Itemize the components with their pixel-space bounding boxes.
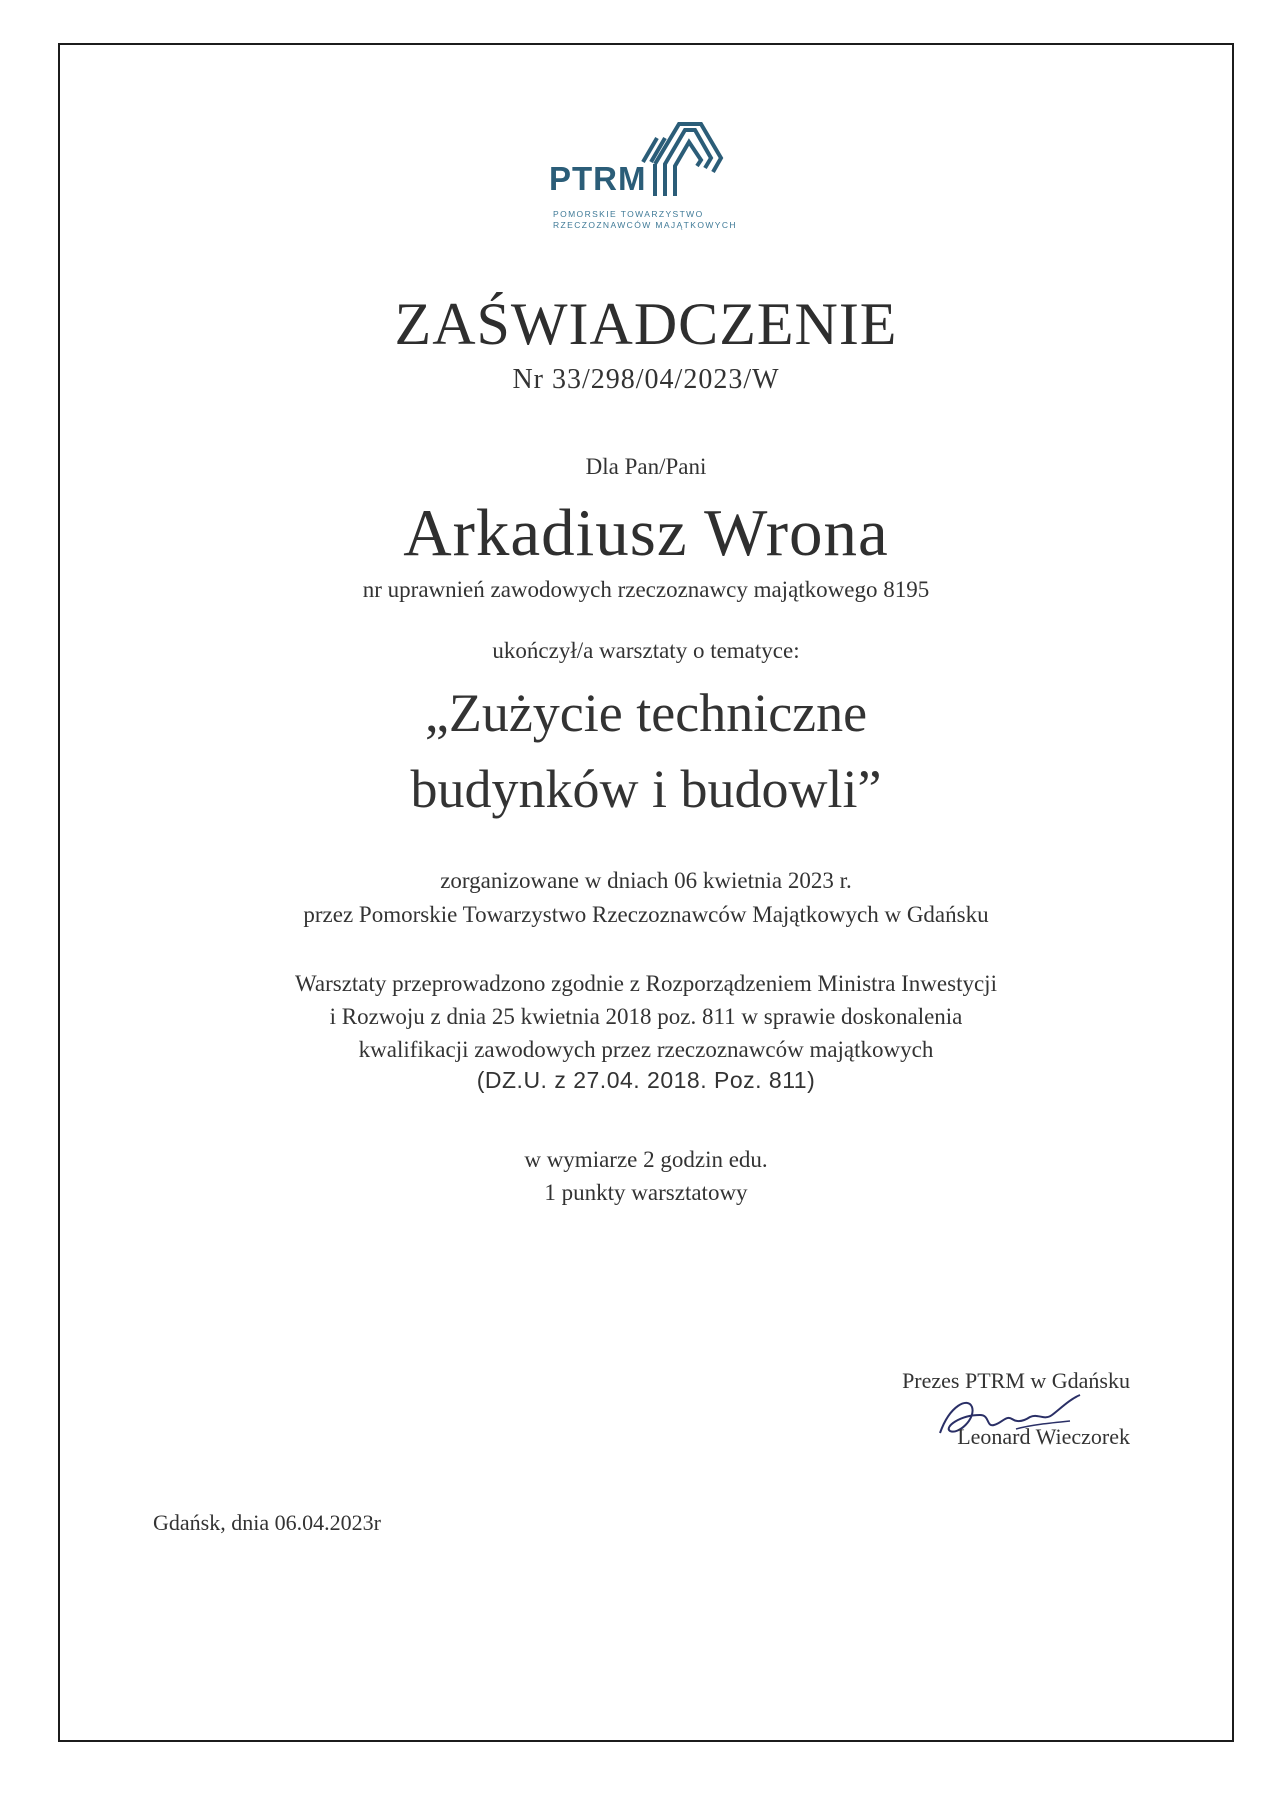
certificate-number: Nr 33/298/04/2023/W: [512, 364, 780, 395]
organized-date-line: zorganizowane w dniach 06 kwietnia 2023 r.: [440, 868, 852, 893]
for-label: Dla Pan/Pani: [585, 454, 707, 479]
workshop-topic: [58, 675, 1234, 827]
certificate-title: ZAŚWIADCZENIE: [394, 291, 898, 357]
logo-subtitle-line2: RZECZOZNAWCÓW MAJĄTKOWYCH: [553, 220, 737, 230]
logo-stripes-icon: [641, 118, 731, 198]
topic-line-2: budynków i budowli”: [410, 759, 882, 819]
topic-line-1: „Zużycie techniczne: [424, 683, 868, 743]
logo-abbreviation: PTRM: [549, 160, 647, 197]
signatory-name: Leonard Wieczorek: [957, 1424, 1130, 1449]
legal-basis: [58, 967, 1234, 1066]
logo-subtitle-line1: POMORSKIE TOWARZYSTWO: [553, 209, 704, 219]
signatory-title: Prezes PTRM w Gdańsku: [902, 1368, 1130, 1393]
hours-line: w wymiarze 2 godzin edu.: [524, 1147, 768, 1172]
points-line: 1 punkty warsztatowy: [544, 1180, 748, 1205]
ptrm-logo: [549, 118, 739, 238]
legal-line-3: kwalifikacji zawodowych przez rzeczoznawców majątkowych: [358, 1037, 934, 1062]
place-and-date: Gdańsk, dnia 06.04.2023r: [153, 1510, 381, 1535]
legal-line-1: Warsztaty przeprowadzono zgodnie z Rozporządzeniem Ministra Inwestycji: [295, 971, 997, 996]
completed-line: ukończył/a warsztaty o tematyce:: [492, 638, 800, 663]
legal-line-2: i Rozwoju z dnia 25 kwietnia 2018 poz. 811 w sprawie doskonalenia: [329, 1004, 963, 1029]
organizer-line: przez Pomorskie Towarzystwo Rzeczoznawców Majątkowych w Gdańsku: [303, 902, 989, 927]
legal-reference: (DZ.U. z 27.04. 2018. Poz. 811): [476, 1067, 816, 1093]
recipient-name: Arkadiusz Wrona: [403, 496, 889, 570]
license-line: nr uprawnień zawodowych rzeczoznawcy majątkowego 8195: [362, 577, 930, 602]
